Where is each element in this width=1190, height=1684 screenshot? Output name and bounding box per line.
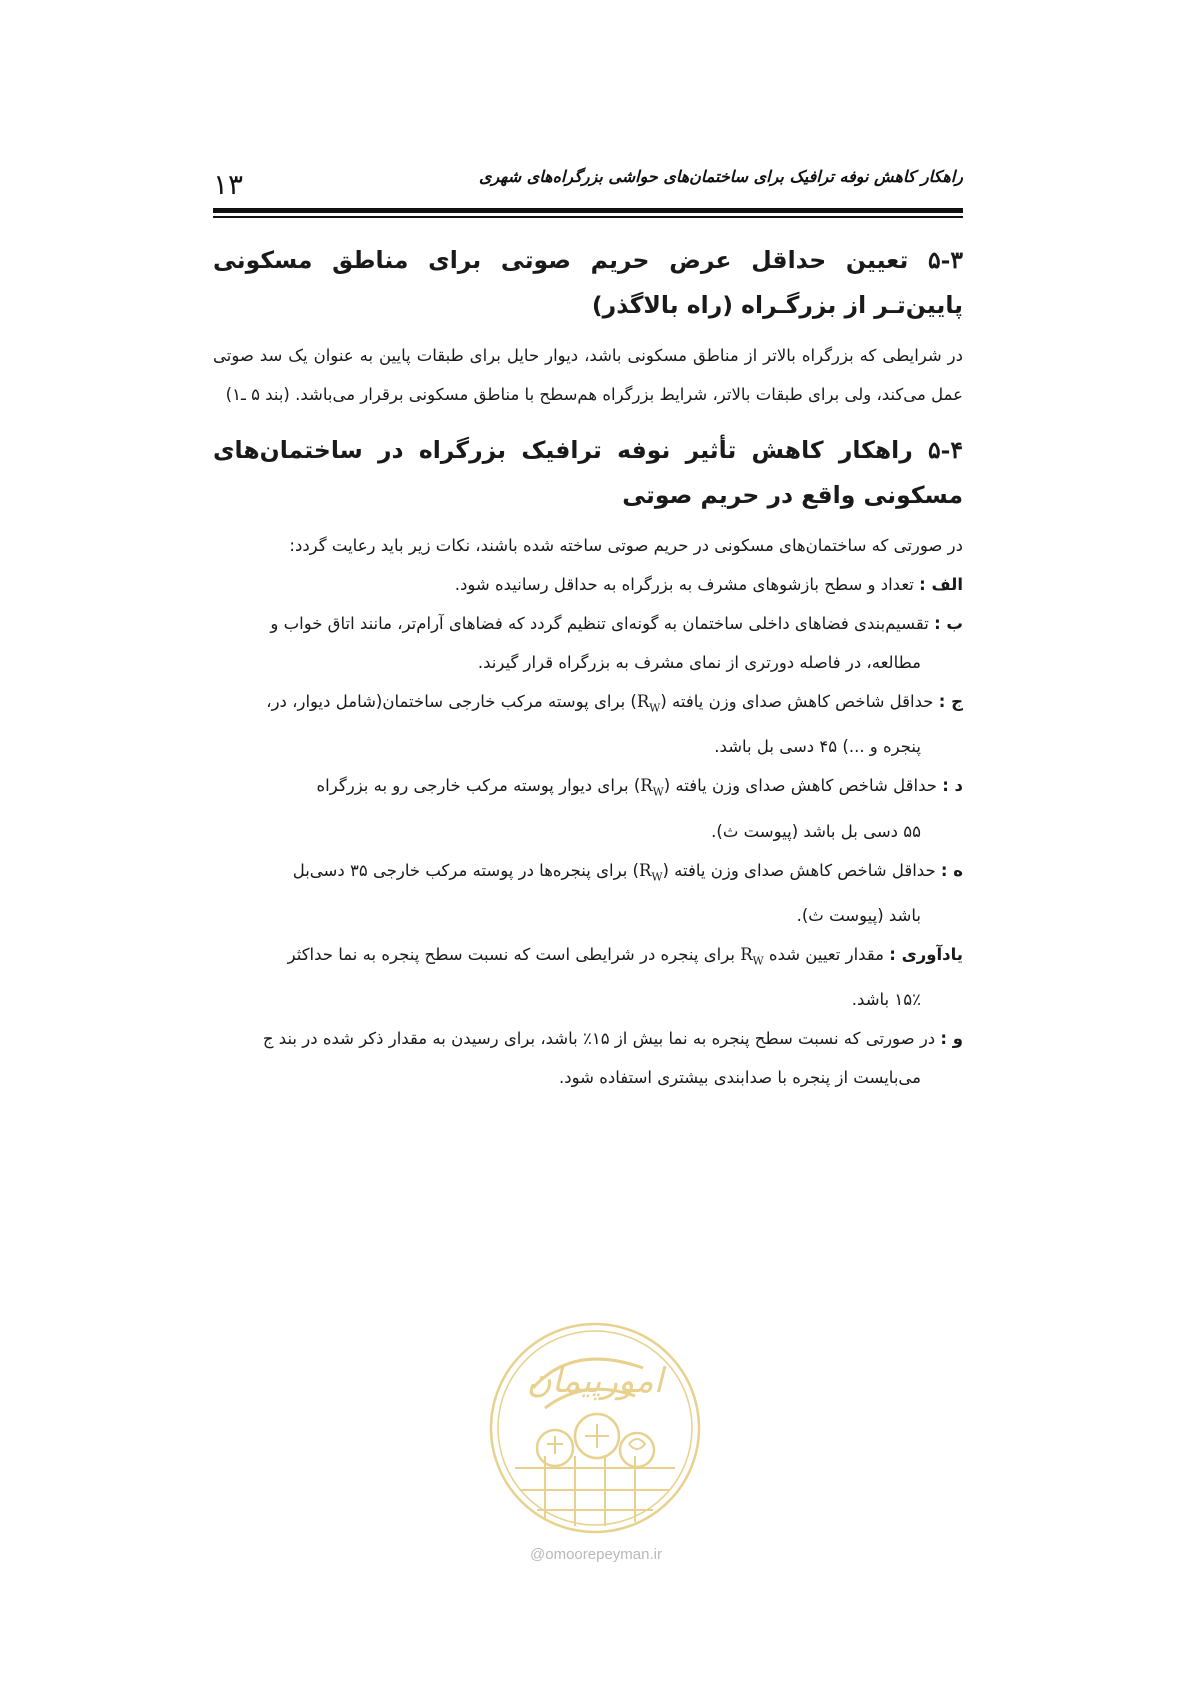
watermark-logo [485, 1318, 705, 1538]
page-number: ۱۳ [213, 168, 244, 201]
reminder-note [213, 935, 963, 980]
item-mark: و : [940, 1029, 963, 1049]
rw-symbol: $R_W$ [740, 944, 764, 968]
item-text: تعداد و سطح بازشوهای مشرف به بزرگراه به حداقل رسانیده شود. [454, 575, 914, 594]
item-text-b: ) برای دیوار پوسته مرکب خارجی رو به بزرگراه [316, 776, 641, 796]
list-item-dal [213, 766, 963, 811]
item-mark: ب : [934, 614, 963, 633]
section-title: تعیین حداقل عرض حریم صوتی برای مناطق مسکونی پایین‌تـر از بزرگـراه (راه بالاگذر) [213, 246, 963, 319]
section-number: ۵-۳ [928, 246, 963, 274]
list-item-jim [213, 682, 963, 727]
section-5-3-heading [213, 238, 963, 328]
item-text-b: ) برای پوسته مرکب خارجی ساختمان(شامل دیوار، در، [266, 692, 637, 711]
list-item-be-continuation: مطالعه، در فاصله دورتری از نمای مشرف به بزرگراه قرار گیرند. [477, 653, 921, 672]
list-item-alef [213, 565, 963, 604]
section-title: راهکار کاهش تأثیر نوفه ترافیک بزرگراه در ساختمان‌های مسکونی واقع در حریم صوتی [213, 436, 963, 509]
item-mark: الف : [919, 575, 963, 594]
list-item-dal-continuation: ۵۵ دسی بل باشد (پیوست ث). [711, 821, 921, 841]
item-mark: ه : [940, 860, 963, 880]
section-number: ۵-۴ [928, 436, 963, 464]
item-text: در صورتی که نسبت سطح پنجره به نما بیش از ۱۵٪ باشد، برای رسیدن به مقدار ذکر شده در بند ج [262, 1029, 936, 1049]
watermark-url: @omoorepeyman.ir [530, 1546, 662, 1563]
list-item-he-continuation: باشد (پیوست ث). [796, 905, 921, 925]
list-item-vav [213, 1019, 963, 1058]
item-text-a: حداقل شاخص کاهش صدای وزن یافته ( [663, 776, 937, 796]
list-item-be [213, 604, 963, 643]
header-rule-thick [213, 208, 963, 213]
item-mark: ج : [938, 692, 963, 711]
item-text-a: حداقل شاخص کاهش صدای وزن یافته ( [660, 692, 934, 711]
rw-symbol: $R_W$ [639, 860, 663, 883]
rw-symbol: $R_W$ [640, 776, 664, 799]
section-5-3-paragraph: در شرایطی که بزرگراه بالاتر از مناطق مسکونی باشد، دیوار حایل برای طبقات پایین به عنوان یک سد صوتی عمل می‌کند، ولی برای طبقات بالاتر، شرایط بزرگراه هم‌سطح با مناطق مسکونی برقرار می‌باشد. (بند ۵ ـ۱) [213, 346, 963, 404]
list-item-jim-continuation: پنجره و ...) ۴۵ دسی بل باشد. [714, 737, 921, 757]
item-text-b: برای پنجره در شرایطی است که نسبت سطح پنجره به نما حداکثر [287, 944, 735, 964]
item-mark: د : [942, 776, 963, 796]
section-5-4-heading [213, 428, 963, 518]
section-5-4-intro: در صورتی که ساختمان‌های مسکونی در حریم صوتی ساخته شده باشند، نکات زیر باید رعایت گردد: [289, 536, 963, 555]
running-title: راهکار کاهش نوفه ترافیک برای ساختمان‌های حواشی بزرگراه‌های شهری [479, 167, 963, 186]
item-text-a: مقدار تعیین شده [768, 944, 885, 964]
item-mark: یادآوری : [889, 944, 963, 964]
rw-symbol: $R_W$ [636, 692, 661, 715]
header-rule-thin [213, 216, 963, 218]
page-header [213, 160, 963, 210]
svg-text:امورپیمان: امورپیمان [526, 1361, 664, 1401]
list-item-he [213, 851, 963, 896]
item-text-a: حداقل شاخص کاهش صدای وزن یافته ( [662, 860, 936, 880]
item-text: تقسیم‌بندی فضاهای داخلی ساختمان به گونه‌ای تنظیم گردد که فضاهای آرام‌تر، مانند اتاق خواب و [270, 614, 929, 633]
list-item-vav-continuation: می‌بایست از پنجره با صدابندی بیشتری استفاده شود. [559, 1068, 921, 1088]
reminder-note-continuation: ۱۵٪ باشد. [851, 990, 921, 1010]
item-text-b: ) برای پنجره‌ها در پوسته مرکب خارجی ۳۵ دسی‌بل [292, 860, 639, 880]
page-body [213, 238, 963, 1097]
